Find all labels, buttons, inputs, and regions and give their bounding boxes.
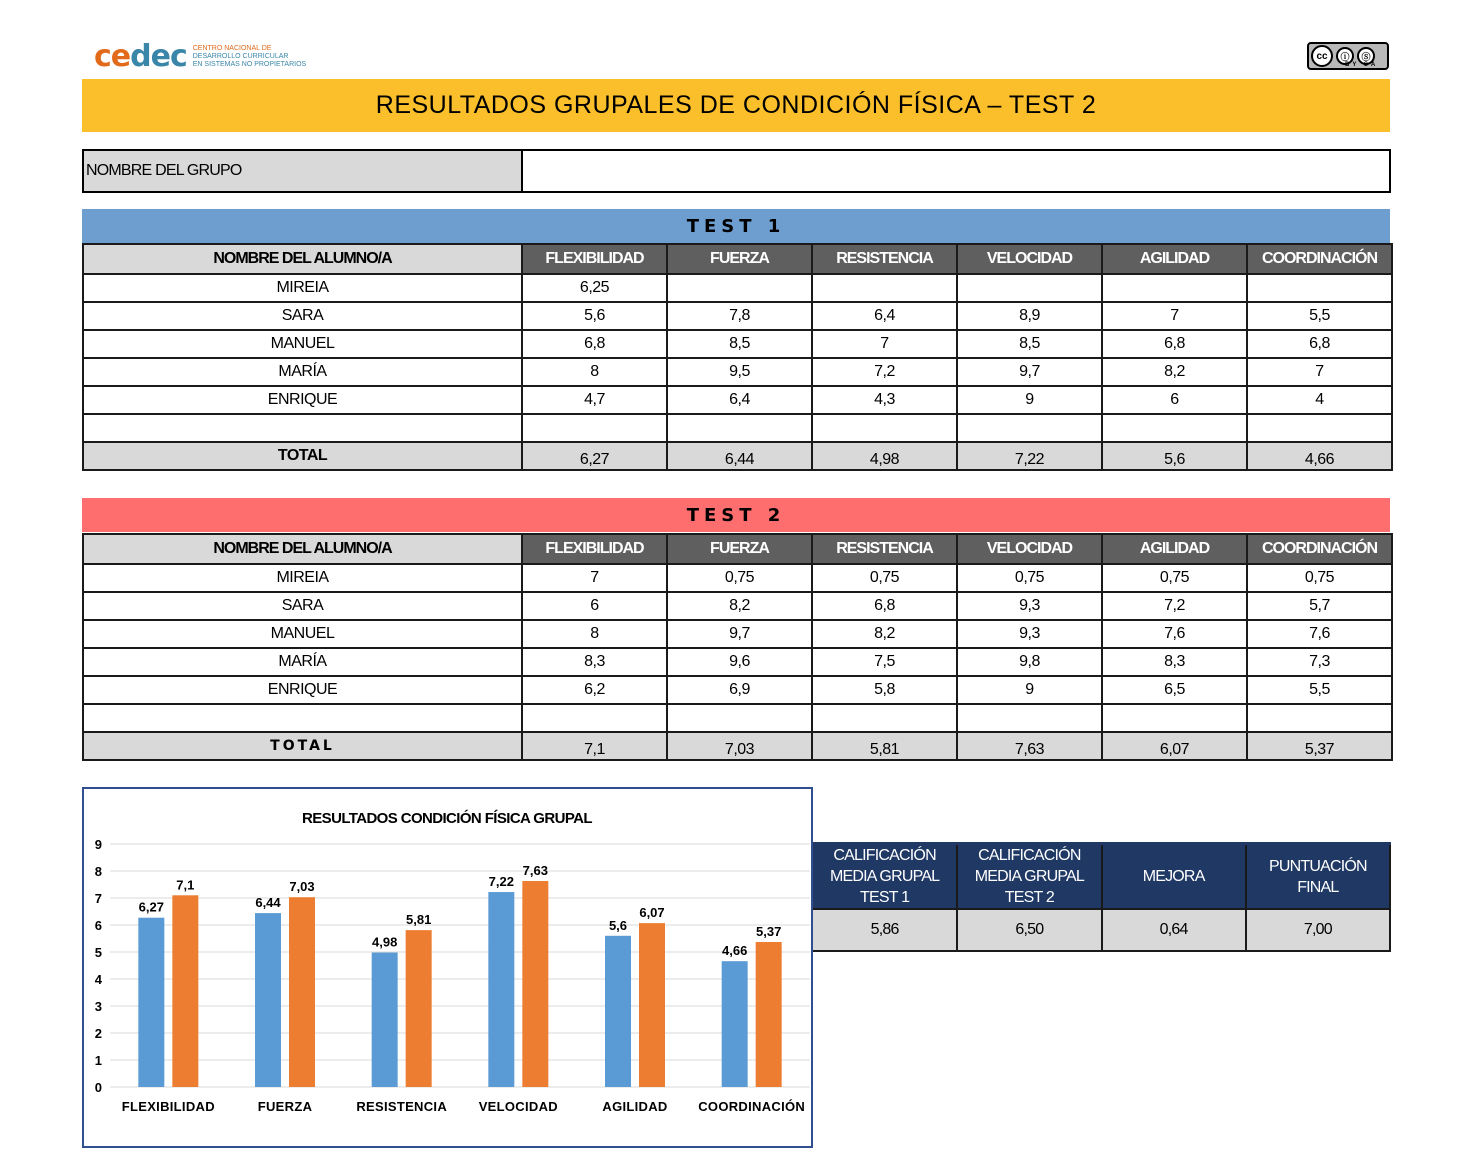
score-cell[interactable]: [1102, 414, 1247, 442]
y-tick-label: 3: [94, 999, 102, 1014]
score-cell[interactable]: 6,4: [812, 302, 957, 330]
total-cell: 5,81: [812, 732, 957, 760]
score-cell[interactable]: 5,7: [1247, 592, 1392, 620]
summary-header-final: PUNTUACIÓN FINAL: [1246, 844, 1390, 910]
total-cell: 6,44: [667, 442, 812, 470]
score-cell[interactable]: 7: [522, 564, 667, 592]
score-cell[interactable]: 7,5: [812, 648, 957, 676]
data-label: 6,07: [639, 905, 665, 921]
column-header-cat: COORDINACIÓN: [1247, 244, 1392, 274]
summary-header-row: [813, 844, 1390, 910]
score-cell[interactable]: 7,8: [667, 302, 812, 330]
score-cell[interactable]: 8,5: [957, 330, 1102, 358]
test1-table: [82, 243, 1393, 471]
bar: [605, 936, 631, 1087]
student-name-cell[interactable]: MANUEL: [83, 330, 522, 358]
score-cell[interactable]: 0,75: [1247, 564, 1392, 592]
group-name-label: NOMBRE DEL GRUPO: [84, 151, 523, 191]
total-cell: 6,07: [1102, 732, 1247, 760]
bar: [488, 892, 514, 1087]
score-cell[interactable]: 9,7: [667, 620, 812, 648]
page-title: RESULTADOS GRUPALES DE CONDICIÓN FÍSICA – TEST 2: [82, 79, 1390, 132]
student-name-cell[interactable]: MIREIA: [83, 564, 522, 592]
y-tick-label: 9: [94, 837, 102, 852]
score-cell[interactable]: 9,8: [957, 648, 1102, 676]
data-label: 7,22: [488, 874, 514, 890]
score-cell[interactable]: 0,75: [812, 564, 957, 592]
y-tick-label: 5: [94, 945, 102, 960]
total-label: TOTAL: [83, 732, 522, 760]
summary-header-test1: CALIFICACIÓN MEDIA GRUPAL TEST 1: [813, 844, 957, 910]
score-cell[interactable]: 7,6: [1102, 620, 1247, 648]
table-row: [83, 330, 1392, 358]
total-cell: 7,63: [957, 732, 1102, 760]
score-cell[interactable]: 5,5: [1247, 302, 1392, 330]
test1-title: TEST 1: [82, 209, 1390, 243]
score-cell[interactable]: [1247, 274, 1392, 302]
y-tick-label: 1: [94, 1053, 102, 1068]
score-cell[interactable]: 6,4: [667, 386, 812, 414]
score-cell[interactable]: 8,2: [1102, 358, 1247, 386]
score-cell[interactable]: 6: [1102, 386, 1247, 414]
summary-header-improvement: MEJORA: [1102, 844, 1246, 910]
score-cell[interactable]: [957, 704, 1102, 732]
score-cell[interactable]: 7: [812, 330, 957, 358]
score-cell[interactable]: [812, 414, 957, 442]
score-cell[interactable]: [812, 274, 957, 302]
score-cell[interactable]: 6,9: [667, 676, 812, 704]
column-header-cat: VELOCIDAD: [957, 534, 1102, 564]
column-header-name: NOMBRE DEL ALUMNO/A: [83, 534, 522, 564]
bar: [639, 923, 665, 1087]
table-row: [83, 564, 1392, 592]
group-name-field[interactable]: [523, 151, 1389, 191]
student-name-cell[interactable]: MIREIA: [83, 274, 522, 302]
score-cell[interactable]: 6,8: [1102, 330, 1247, 358]
score-cell[interactable]: 9: [957, 676, 1102, 704]
table-row: [83, 592, 1392, 620]
y-tick-label: 0: [94, 1080, 102, 1095]
column-header-cat: FUERZA: [667, 534, 812, 564]
cedec-logo: [94, 40, 306, 74]
score-cell[interactable]: 8,5: [667, 330, 812, 358]
total-label: TOTAL: [83, 442, 522, 470]
bar: [138, 918, 164, 1087]
summary-value-improvement: 0,64: [1102, 909, 1246, 951]
score-cell[interactable]: [1102, 274, 1247, 302]
table-row: [83, 620, 1392, 648]
score-cell[interactable]: 5,6: [522, 302, 667, 330]
score-cell[interactable]: [522, 704, 667, 732]
total-cell: 7,22: [957, 442, 1102, 470]
score-cell[interactable]: 7: [1247, 358, 1392, 386]
y-tick-label: 6: [94, 918, 102, 933]
table-row: [83, 358, 1392, 386]
total-row: [83, 732, 1392, 760]
bar: [172, 895, 198, 1087]
student-name-cell[interactable]: MARÍA: [83, 358, 522, 386]
chart-title: RESULTADOS CONDICIÓN FÍSICA GRUPAL: [302, 810, 592, 827]
score-cell[interactable]: 9,7: [957, 358, 1102, 386]
score-cell[interactable]: [522, 414, 667, 442]
student-name-cell[interactable]: [83, 704, 522, 732]
summary-table: [813, 842, 1391, 952]
score-cell[interactable]: 8: [522, 358, 667, 386]
score-cell[interactable]: [1247, 704, 1392, 732]
x-tick-label: VELOCIDAD: [478, 1099, 558, 1114]
x-tick-label: RESISTENCIA: [356, 1099, 448, 1114]
score-cell[interactable]: 9,5: [667, 358, 812, 386]
bar: [722, 961, 748, 1087]
data-label: 6,44: [255, 895, 281, 911]
data-label: 5,37: [756, 924, 782, 940]
score-cell[interactable]: [667, 274, 812, 302]
score-cell[interactable]: [1247, 414, 1392, 442]
test2-title: TEST 2: [82, 498, 1390, 532]
y-tick-label: 4: [94, 972, 102, 987]
column-header-cat: VELOCIDAD: [957, 244, 1102, 274]
table-row: [83, 274, 1392, 302]
data-label: 4,66: [722, 943, 748, 959]
student-name-cell[interactable]: SARA: [83, 302, 522, 330]
bar: [289, 897, 315, 1087]
test2-header-row: [83, 534, 1392, 564]
total-cell: 7,1: [522, 732, 667, 760]
score-cell[interactable]: 4,7: [522, 386, 667, 414]
summary-value-final: 7,00: [1246, 909, 1390, 951]
data-label: 5,6: [608, 917, 628, 933]
cc-license-badge: [1307, 42, 1389, 70]
bar: [255, 913, 281, 1087]
column-header-cat: AGILIDAD: [1102, 534, 1247, 564]
data-label: 7,63: [522, 862, 548, 878]
total-cell: 5,37: [1247, 732, 1392, 760]
summary-value-test2: 6,50: [957, 909, 1101, 951]
score-cell[interactable]: 6,2: [522, 676, 667, 704]
summary-value-test1: 5,86: [813, 909, 957, 951]
score-cell[interactable]: 8,9: [957, 302, 1102, 330]
x-tick-label: COORDINACIÓN: [698, 1099, 806, 1114]
score-cell[interactable]: 7,6: [1247, 620, 1392, 648]
score-cell[interactable]: 6,25: [522, 274, 667, 302]
score-cell[interactable]: 8,3: [522, 648, 667, 676]
chart-svg: [84, 789, 811, 1146]
score-cell[interactable]: 0,75: [667, 564, 812, 592]
column-header-cat: AGILIDAD: [1102, 244, 1247, 274]
score-cell[interactable]: 5,5: [1247, 676, 1392, 704]
score-cell[interactable]: 7: [1102, 302, 1247, 330]
student-name-cell[interactable]: [83, 414, 522, 442]
score-cell[interactable]: [957, 414, 1102, 442]
table-row: [83, 414, 1392, 442]
score-cell[interactable]: [1102, 704, 1247, 732]
score-cell[interactable]: 6,8: [812, 592, 957, 620]
score-cell[interactable]: 0,75: [1102, 564, 1247, 592]
score-cell[interactable]: 9,3: [957, 620, 1102, 648]
score-cell[interactable]: [667, 704, 812, 732]
score-cell[interactable]: 0,75: [957, 564, 1102, 592]
score-cell[interactable]: 7,2: [812, 358, 957, 386]
total-cell: 6,27: [522, 442, 667, 470]
group-name-box: [82, 149, 1391, 193]
student-name-cell[interactable]: ENRIQUE: [83, 386, 522, 414]
y-tick-label: 7: [94, 891, 102, 906]
by-icon: ⓘ: [1336, 47, 1354, 65]
score-cell[interactable]: 6,8: [522, 330, 667, 358]
data-label: 5,81: [406, 912, 432, 928]
column-header-name: NOMBRE DEL ALUMNO/A: [83, 244, 522, 274]
bar: [522, 881, 548, 1087]
score-cell[interactable]: [957, 274, 1102, 302]
data-label: 7,03: [289, 879, 315, 895]
x-tick-label: AGILIDAD: [602, 1099, 668, 1114]
column-header-cat: RESISTENCIA: [812, 534, 957, 564]
total-cell: 4,66: [1247, 442, 1392, 470]
student-name-cell[interactable]: MANUEL: [83, 620, 522, 648]
table-row: [83, 648, 1392, 676]
total-row: [83, 442, 1392, 470]
score-cell[interactable]: 7,2: [1102, 592, 1247, 620]
test2-table: [82, 533, 1393, 761]
logo-wordmark: cedec: [94, 39, 187, 74]
test1-header-row: [83, 244, 1392, 274]
score-cell[interactable]: 7,3: [1247, 648, 1392, 676]
score-cell[interactable]: [667, 414, 812, 442]
score-cell[interactable]: [812, 704, 957, 732]
table-row: [83, 302, 1392, 330]
logo-subtitle: CENTRO NACIONAL DE DESARROLLO CURRICULAR EN SISTEMAS NO PROPIETARIOS: [192, 45, 307, 68]
sa-icon: Ⓢ: [1357, 47, 1375, 65]
score-cell[interactable]: 8,2: [812, 620, 957, 648]
column-header-cat: FLEXIBILIDAD: [522, 534, 667, 564]
student-name-cell[interactable]: MARÍA: [83, 648, 522, 676]
score-cell[interactable]: 8,3: [1102, 648, 1247, 676]
column-header-cat: COORDINACIÓN: [1247, 534, 1392, 564]
y-tick-label: 8: [94, 864, 102, 879]
summary-value-row: [813, 909, 1390, 951]
summary-header-test2: CALIFICACIÓN MEDIA GRUPAL TEST 2: [957, 844, 1101, 910]
data-label: 7,1: [176, 877, 195, 893]
data-label: 4,98: [372, 934, 398, 950]
data-label: 6,27: [138, 899, 164, 915]
bar: [756, 942, 782, 1087]
column-header-cat: RESISTENCIA: [812, 244, 957, 274]
group-results-chart: [82, 787, 813, 1148]
score-cell[interactable]: 9: [957, 386, 1102, 414]
y-tick-label: 2: [94, 1026, 102, 1041]
x-tick-label: FUERZA: [257, 1099, 313, 1114]
score-cell[interactable]: 6,5: [1102, 676, 1247, 704]
score-cell[interactable]: 9,6: [667, 648, 812, 676]
x-tick-label: FLEXIBILIDAD: [121, 1099, 215, 1114]
score-cell[interactable]: 4: [1247, 386, 1392, 414]
column-header-cat: FUERZA: [667, 244, 812, 274]
bar: [406, 930, 432, 1087]
score-cell[interactable]: 6: [522, 592, 667, 620]
score-cell[interactable]: 8,2: [667, 592, 812, 620]
cc-icon: cc: [1311, 45, 1333, 67]
student-name-cell[interactable]: SARA: [83, 592, 522, 620]
table-row: [83, 704, 1392, 732]
bar: [372, 953, 398, 1087]
license-label: BY SA: [1345, 62, 1379, 68]
score-cell[interactable]: 4,3: [812, 386, 957, 414]
student-name-cell[interactable]: ENRIQUE: [83, 676, 522, 704]
score-cell[interactable]: 9,3: [957, 592, 1102, 620]
total-cell: 7,03: [667, 732, 812, 760]
column-header-cat: FLEXIBILIDAD: [522, 244, 667, 274]
table-row: [83, 676, 1392, 704]
score-cell[interactable]: 8: [522, 620, 667, 648]
total-cell: 4,98: [812, 442, 957, 470]
table-row: [83, 386, 1392, 414]
score-cell[interactable]: 6,8: [1247, 330, 1392, 358]
total-cell: 5,6: [1102, 442, 1247, 470]
score-cell[interactable]: 5,8: [812, 676, 957, 704]
